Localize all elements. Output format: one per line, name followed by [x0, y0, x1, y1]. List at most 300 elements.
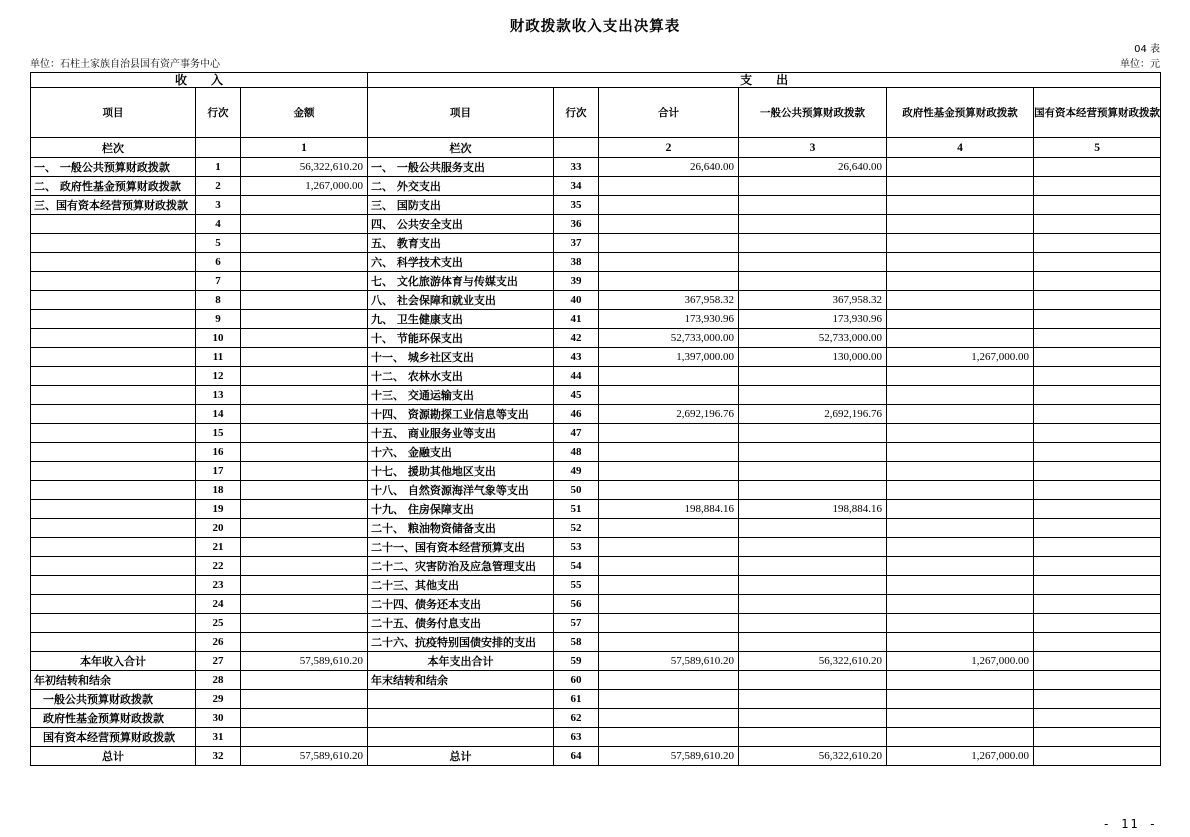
table-row — [31, 158, 1161, 177]
expenditure-total-cell — [599, 215, 739, 234]
income-amount-cell — [241, 462, 368, 481]
expenditure-item-cell: 六、 科学技术支出 — [368, 253, 554, 272]
expenditure-item-cell: 二十五、债务付息支出 — [368, 614, 554, 633]
income-item-cell: 一般公共预算财政拨款 — [31, 690, 196, 709]
income-amount-cell — [241, 500, 368, 519]
expenditure-general-cell — [739, 424, 887, 443]
expenditure-total-cell — [599, 177, 739, 196]
expenditure-item-cell — [368, 728, 554, 747]
expenditure-rowno-cell: 34 — [554, 177, 599, 196]
table-row — [31, 310, 1161, 329]
expenditure-colnum-3: 3 — [739, 138, 887, 158]
expenditure-total-cell — [599, 595, 739, 614]
table-row — [31, 481, 1161, 500]
expenditure-govfund-cell — [887, 576, 1034, 595]
expenditure-general-cell — [739, 595, 887, 614]
income-rowno-cell: 22 — [196, 557, 241, 576]
table-row — [31, 291, 1161, 310]
expenditure-general-cell: 367,958.32 — [739, 291, 887, 310]
expenditure-statecap-cell — [1034, 614, 1161, 633]
income-lanci-label: 栏次 — [31, 138, 196, 158]
expenditure-general-cell: 52,733,000.00 — [739, 329, 887, 348]
expenditure-total-cell — [599, 386, 739, 405]
table-row — [31, 405, 1161, 424]
income-amount-cell — [241, 424, 368, 443]
income-rowno-cell: 7 — [196, 272, 241, 291]
expenditure-general-cell — [739, 253, 887, 272]
expenditure-statecap-cell — [1034, 291, 1161, 310]
expenditure-item-cell: 十四、 资源勘探工业信息等支出 — [368, 405, 554, 424]
income-lanci-blank — [196, 138, 241, 158]
income-amount-cell — [241, 671, 368, 690]
income-rowno-cell: 17 — [196, 462, 241, 481]
expenditure-lanci-label: 栏次 — [368, 138, 554, 158]
expenditure-govfund-cell — [887, 690, 1034, 709]
expenditure-rowno-cell: 60 — [554, 671, 599, 690]
expenditure-rowno-cell: 46 — [554, 405, 599, 424]
expenditure-statecap-cell — [1034, 652, 1161, 671]
income-rowno-cell: 23 — [196, 576, 241, 595]
expenditure-statecap-cell — [1034, 272, 1161, 291]
expenditure-statecap-cell — [1034, 158, 1161, 177]
expenditure-item-cell: 九、 卫生健康支出 — [368, 310, 554, 329]
table-row — [31, 500, 1161, 519]
income-item-cell — [31, 500, 196, 519]
expenditure-general-cell — [739, 519, 887, 538]
expenditure-rowno-cell: 36 — [554, 215, 599, 234]
income-amount-cell — [241, 196, 368, 215]
expenditure-general-cell — [739, 728, 887, 747]
income-amount-cell — [241, 234, 368, 253]
income-amount-cell — [241, 443, 368, 462]
expenditure-statecap-cell — [1034, 443, 1161, 462]
expenditure-general-cell — [739, 386, 887, 405]
income-rowno-cell: 14 — [196, 405, 241, 424]
expenditure-statecap-cell — [1034, 633, 1161, 652]
expenditure-govfund-cell — [887, 367, 1034, 386]
expenditure-item-cell: 十五、 商业服务业等支出 — [368, 424, 554, 443]
expenditure-rowno-cell: 48 — [554, 443, 599, 462]
expenditure-general-cell: 2,692,196.76 — [739, 405, 887, 424]
expenditure-rowno-cell: 35 — [554, 196, 599, 215]
income-item-cell — [31, 424, 196, 443]
expenditure-item-cell: 二十、 粮油物资储备支出 — [368, 519, 554, 538]
expenditure-total-cell — [599, 196, 739, 215]
expenditure-rowno-cell: 61 — [554, 690, 599, 709]
expenditure-item-header: 项目 — [368, 88, 554, 138]
expenditure-item-cell: 二十四、债务还本支出 — [368, 595, 554, 614]
expenditure-general-cell — [739, 272, 887, 291]
table-row — [31, 671, 1161, 690]
expenditure-rowno-cell: 59 — [554, 652, 599, 671]
income-amount-cell — [241, 614, 368, 633]
expenditure-item-cell: 本年支出合计 — [368, 652, 554, 671]
table-row — [31, 595, 1161, 614]
income-item-cell: 二、 政府性基金预算财政拨款 — [31, 177, 196, 196]
income-item-cell — [31, 253, 196, 272]
expenditure-govfund-cell — [887, 253, 1034, 272]
expenditure-total-cell — [599, 234, 739, 253]
expenditure-general-cell — [739, 481, 887, 500]
expenditure-rowno-cell: 49 — [554, 462, 599, 481]
expenditure-govfund-cell — [887, 215, 1034, 234]
expenditure-govfund-cell — [887, 462, 1034, 481]
income-rowno-cell: 1 — [196, 158, 241, 177]
expenditure-total-cell — [599, 671, 739, 690]
table-row — [31, 557, 1161, 576]
expenditure-statecap-cell — [1034, 595, 1161, 614]
income-amount-cell — [241, 538, 368, 557]
expenditure-rowno-cell: 47 — [554, 424, 599, 443]
income-item-cell — [31, 614, 196, 633]
expenditure-rowno-cell: 37 — [554, 234, 599, 253]
income-rowno-cell: 4 — [196, 215, 241, 234]
expenditure-general-cell — [739, 538, 887, 557]
expenditure-statecap-cell — [1034, 690, 1161, 709]
expenditure-colnum-2: 2 — [599, 138, 739, 158]
income-rowno-cell: 3 — [196, 196, 241, 215]
income-amount-cell — [241, 291, 368, 310]
page-title: 财政拨款收入支出决算表 — [509, 19, 681, 35]
expenditure-item-cell: 八、 社会保障和就业支出 — [368, 291, 554, 310]
table-row — [31, 576, 1161, 595]
expenditure-total-cell — [599, 367, 739, 386]
expenditure-general-cell — [739, 614, 887, 633]
expenditure-govfund-cell — [887, 633, 1034, 652]
income-rowno-cell: 26 — [196, 633, 241, 652]
income-item-cell — [31, 462, 196, 481]
table-row — [31, 215, 1161, 234]
income-rowno-cell: 15 — [196, 424, 241, 443]
expenditure-rowno-cell: 50 — [554, 481, 599, 500]
expenditure-statecap-cell — [1034, 481, 1161, 500]
expenditure-total-cell — [599, 576, 739, 595]
expenditure-section-band: 支 出 — [368, 73, 1161, 88]
expenditure-general-cell: 56,322,610.20 — [739, 747, 887, 766]
expenditure-total-cell: 173,930.96 — [599, 310, 739, 329]
expenditure-item-cell: 十三、 交通运输支出 — [368, 386, 554, 405]
expenditure-rowno-cell: 42 — [554, 329, 599, 348]
expenditure-item-cell — [368, 690, 554, 709]
expenditure-govfund-cell — [887, 481, 1034, 500]
expenditure-rowno-cell: 33 — [554, 158, 599, 177]
expenditure-general-cell — [739, 690, 887, 709]
income-rowno-cell: 6 — [196, 253, 241, 272]
income-amount-cell — [241, 215, 368, 234]
income-amount-cell — [241, 405, 368, 424]
fiscal-table — [30, 72, 1161, 766]
section-band-row — [31, 73, 1161, 88]
income-rowno-cell: 21 — [196, 538, 241, 557]
income-rowno-cell: 12 — [196, 367, 241, 386]
page-number: - 11 - — [1102, 817, 1158, 831]
income-rowno-cell: 25 — [196, 614, 241, 633]
expenditure-govfund-cell — [887, 500, 1034, 519]
expenditure-lanci-blank — [554, 138, 599, 158]
expenditure-rowno-cell: 58 — [554, 633, 599, 652]
table-row — [31, 196, 1161, 215]
expenditure-rowno-cell: 43 — [554, 348, 599, 367]
expenditure-item-cell: 年末结转和结余 — [368, 671, 554, 690]
expenditure-govfund-cell: 1,267,000.00 — [887, 348, 1034, 367]
income-amount-cell: 1,267,000.00 — [241, 177, 368, 196]
table-row — [31, 747, 1161, 766]
expenditure-total-cell: 1,397,000.00 — [599, 348, 739, 367]
income-rowno-cell: 9 — [196, 310, 241, 329]
expenditure-govfund-header: 政府性基金预算财政拨款 — [887, 88, 1034, 138]
expenditure-item-cell: 十一、 城乡社区支出 — [368, 348, 554, 367]
expenditure-rowno-cell: 57 — [554, 614, 599, 633]
expenditure-govfund-cell — [887, 291, 1034, 310]
income-item-cell: 政府性基金预算财政拨款 — [31, 709, 196, 728]
income-section-band: 收 入 — [31, 73, 368, 88]
expenditure-general-cell — [739, 557, 887, 576]
expenditure-item-cell: 十七、 援助其他地区支出 — [368, 462, 554, 481]
income-amount-cell — [241, 310, 368, 329]
expenditure-general-cell: 173,930.96 — [739, 310, 887, 329]
income-item-cell — [31, 405, 196, 424]
table-row — [31, 728, 1161, 747]
expenditure-statecap-header: 国有资本经营预算财政拨款 — [1034, 88, 1161, 138]
column-header-row — [31, 88, 1161, 138]
expenditure-general-cell — [739, 196, 887, 215]
expenditure-govfund-cell — [887, 234, 1034, 253]
expenditure-total-cell — [599, 538, 739, 557]
expenditure-general-cell: 130,000.00 — [739, 348, 887, 367]
expenditure-govfund-cell — [887, 557, 1034, 576]
expenditure-general-cell — [739, 576, 887, 595]
expenditure-general-cell: 26,640.00 — [739, 158, 887, 177]
table-row — [31, 614, 1161, 633]
expenditure-item-cell: 二十二、灾害防治及应急管理支出 — [368, 557, 554, 576]
income-item-cell — [31, 348, 196, 367]
org-unit-label: 单位：石柱土家族自治县国有资产事务中心 — [30, 59, 220, 70]
expenditure-statecap-cell — [1034, 234, 1161, 253]
expenditure-general-header: 一般公共预算财政拨款 — [739, 88, 887, 138]
expenditure-total-cell: 26,640.00 — [599, 158, 739, 177]
expenditure-govfund-cell — [887, 709, 1034, 728]
expenditure-total-cell — [599, 443, 739, 462]
income-amount-cell — [241, 728, 368, 747]
income-rowno-cell: 24 — [196, 595, 241, 614]
expenditure-total-cell — [599, 633, 739, 652]
table-row — [31, 234, 1161, 253]
income-rowno-cell: 19 — [196, 500, 241, 519]
expenditure-colnum-4: 4 — [887, 138, 1034, 158]
expenditure-statecap-cell — [1034, 728, 1161, 747]
expenditure-govfund-cell — [887, 310, 1034, 329]
expenditure-govfund-cell — [887, 386, 1034, 405]
table-row — [31, 386, 1161, 405]
expenditure-item-cell — [368, 709, 554, 728]
expenditure-general-cell — [739, 462, 887, 481]
expenditure-total-cell — [599, 519, 739, 538]
income-rowno-cell: 11 — [196, 348, 241, 367]
income-item-cell — [31, 386, 196, 405]
expenditure-general-cell — [739, 709, 887, 728]
table-number: 04 表 — [1134, 44, 1160, 55]
income-amount-cell — [241, 329, 368, 348]
table-row — [31, 367, 1161, 386]
income-amount-cell — [241, 348, 368, 367]
expenditure-govfund-cell — [887, 272, 1034, 291]
expenditure-total-cell — [599, 424, 739, 443]
income-item-cell — [31, 633, 196, 652]
income-rowno-cell: 20 — [196, 519, 241, 538]
expenditure-total-cell — [599, 253, 739, 272]
expenditure-rowno-cell: 45 — [554, 386, 599, 405]
income-rowno-cell: 27 — [196, 652, 241, 671]
expenditure-rowno-cell: 39 — [554, 272, 599, 291]
expenditure-rowno-cell: 38 — [554, 253, 599, 272]
expenditure-govfund-cell — [887, 405, 1034, 424]
income-rowno-cell: 31 — [196, 728, 241, 747]
income-amount-cell — [241, 576, 368, 595]
expenditure-item-cell: 总计 — [368, 747, 554, 766]
income-amount-cell — [241, 709, 368, 728]
expenditure-govfund-cell — [887, 177, 1034, 196]
income-amount-cell — [241, 386, 368, 405]
expenditure-govfund-cell: 1,267,000.00 — [887, 652, 1034, 671]
expenditure-general-cell: 56,322,610.20 — [739, 652, 887, 671]
income-item-cell — [31, 367, 196, 386]
expenditure-total-cell — [599, 709, 739, 728]
income-amount-cell: 57,589,610.20 — [241, 747, 368, 766]
expenditure-statecap-cell — [1034, 538, 1161, 557]
income-item-cell: 国有资本经营预算财政拨款 — [31, 728, 196, 747]
expenditure-govfund-cell — [887, 671, 1034, 690]
income-rowno-cell: 32 — [196, 747, 241, 766]
income-item-cell — [31, 519, 196, 538]
income-item-cell — [31, 595, 196, 614]
income-amount-cell — [241, 633, 368, 652]
table-row — [31, 538, 1161, 557]
table-body — [31, 158, 1161, 766]
expenditure-total-cell — [599, 690, 739, 709]
income-rowno-cell: 28 — [196, 671, 241, 690]
expenditure-govfund-cell: 1,267,000.00 — [887, 747, 1034, 766]
expenditure-item-cell: 二十三、其他支出 — [368, 576, 554, 595]
expenditure-total-header: 合计 — [599, 88, 739, 138]
income-item-cell: 三、国有资本经营预算财政拨款 — [31, 196, 196, 215]
expenditure-general-cell — [739, 215, 887, 234]
table-row — [31, 652, 1161, 671]
expenditure-statecap-cell — [1034, 519, 1161, 538]
expenditure-govfund-cell — [887, 424, 1034, 443]
income-item-cell: 总计 — [31, 747, 196, 766]
expenditure-statecap-cell — [1034, 310, 1161, 329]
expenditure-statecap-cell — [1034, 215, 1161, 234]
income-item-cell — [31, 576, 196, 595]
income-rowno-cell: 29 — [196, 690, 241, 709]
income-amount-cell — [241, 595, 368, 614]
income-amount-cell — [241, 519, 368, 538]
income-item-cell — [31, 557, 196, 576]
expenditure-govfund-cell — [887, 595, 1034, 614]
table-row — [31, 329, 1161, 348]
table-row — [31, 177, 1161, 196]
expenditure-item-cell: 二十六、抗疫特别国债安排的支出 — [368, 633, 554, 652]
expenditure-statecap-cell — [1034, 348, 1161, 367]
table-row — [31, 690, 1161, 709]
income-item-cell — [31, 329, 196, 348]
expenditure-statecap-cell — [1034, 424, 1161, 443]
income-rowno-cell: 10 — [196, 329, 241, 348]
expenditure-item-cell: 十八、 自然资源海洋气象等支出 — [368, 481, 554, 500]
expenditure-item-cell: 四、 公共安全支出 — [368, 215, 554, 234]
expenditure-total-cell: 52,733,000.00 — [599, 329, 739, 348]
expenditure-item-cell: 二、 外交支出 — [368, 177, 554, 196]
expenditure-statecap-cell — [1034, 177, 1161, 196]
expenditure-rowno-cell: 64 — [554, 747, 599, 766]
expenditure-govfund-cell — [887, 196, 1034, 215]
expenditure-item-cell: 十、 节能环保支出 — [368, 329, 554, 348]
expenditure-statecap-cell — [1034, 386, 1161, 405]
income-amount-header: 金额 — [241, 88, 368, 138]
income-amount-cell — [241, 253, 368, 272]
expenditure-govfund-cell — [887, 538, 1034, 557]
table-row — [31, 633, 1161, 652]
expenditure-statecap-cell — [1034, 405, 1161, 424]
table-row — [31, 709, 1161, 728]
expenditure-govfund-cell — [887, 443, 1034, 462]
expenditure-statecap-cell — [1034, 576, 1161, 595]
income-colnum-1: 1 — [241, 138, 368, 158]
income-item-cell — [31, 234, 196, 253]
expenditure-govfund-cell — [887, 158, 1034, 177]
income-rowno-cell: 13 — [196, 386, 241, 405]
expenditure-general-cell — [739, 234, 887, 253]
expenditure-general-cell — [739, 671, 887, 690]
expenditure-statecap-cell — [1034, 196, 1161, 215]
expenditure-item-cell: 一、 一般公共服务支出 — [368, 158, 554, 177]
expenditure-statecap-cell — [1034, 747, 1161, 766]
expenditure-total-cell: 57,589,610.20 — [599, 652, 739, 671]
income-item-cell — [31, 443, 196, 462]
income-amount-cell — [241, 690, 368, 709]
table-row — [31, 519, 1161, 538]
expenditure-general-cell — [739, 177, 887, 196]
expenditure-total-cell — [599, 462, 739, 481]
expenditure-item-cell: 十九、 住房保障支出 — [368, 500, 554, 519]
table-row — [31, 272, 1161, 291]
expenditure-statecap-cell — [1034, 329, 1161, 348]
income-item-cell — [31, 272, 196, 291]
expenditure-rowno-cell: 41 — [554, 310, 599, 329]
expenditure-rowno-cell: 40 — [554, 291, 599, 310]
income-item-cell — [31, 538, 196, 557]
expenditure-total-cell — [599, 557, 739, 576]
expenditure-item-cell: 十六、 金融支出 — [368, 443, 554, 462]
expenditure-total-cell — [599, 728, 739, 747]
table-row — [31, 424, 1161, 443]
expenditure-govfund-cell — [887, 614, 1034, 633]
column-number-row — [31, 138, 1161, 158]
income-amount-cell — [241, 557, 368, 576]
expenditure-total-cell — [599, 614, 739, 633]
income-item-cell — [31, 481, 196, 500]
income-rowno-cell: 8 — [196, 291, 241, 310]
income-item-cell — [31, 291, 196, 310]
expenditure-govfund-cell — [887, 329, 1034, 348]
income-item-cell: 本年收入合计 — [31, 652, 196, 671]
income-rowno-cell: 5 — [196, 234, 241, 253]
table-row — [31, 348, 1161, 367]
currency-unit-label: 单位：元 — [1120, 59, 1160, 70]
expenditure-statecap-cell — [1034, 557, 1161, 576]
income-rowno-cell: 2 — [196, 177, 241, 196]
expenditure-govfund-cell — [887, 519, 1034, 538]
